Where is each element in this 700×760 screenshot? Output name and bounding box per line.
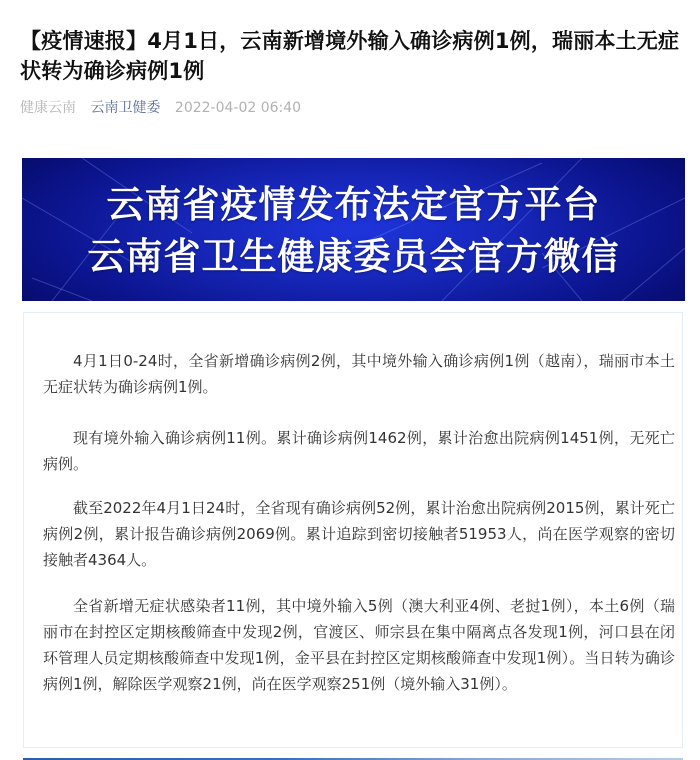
banner-line-2: 云南省卫生健康委员会官方微信	[87, 235, 620, 278]
meta-source: 健康云南	[20, 100, 76, 116]
header-banner-image	[22, 158, 685, 301]
paragraph-cumulative-stats: 截至2022年4月1日24时，全省现有确诊病例52例，累计治愈出院病例2015例，累计死亡病例2例，累计报告确诊病例2069例。累计追踪到密切接触者51953人，尚在医学观察的密切接触者4364人。	[43, 499, 675, 569]
article-meta	[20, 98, 311, 118]
paragraph-imported-cases: 现有境外输入确诊病例11例。累计确诊病例1462例，累计治愈出院病例1451例，无死亡病例。	[43, 429, 675, 473]
publish-time: 2022-04-02 06:40	[174, 100, 302, 116]
paragraph-asymptomatic: 全省新增无症状感染者11例，其中境外输入5例（澳大利亚4例、老挝1例），本土6例（瑞丽市在封控区定期核酸筛查中发现2例，官渡区、师宗县在集中隔离点各发现1例，河口县在闭环管理人员定期核酸筛查中发现1例，金平县在封控区定期核酸筛查中发现1例）。当日转为确诊病例1例，解除医学观察21例，尚在医学观察251例（境外输入31例）。	[43, 597, 675, 693]
account-name-link[interactable]: 云南卫健委	[90, 100, 161, 116]
article-body-box	[23, 312, 683, 748]
banner-line-1: 云南省疫情发布法定官方平台	[106, 183, 601, 226]
article-title: 【疫情速报】4月1日，云南新增境外输入确诊病例1例，瑞丽本土无症状转为确诊病例1例	[20, 29, 680, 83]
paragraph-new-cases: 4月1日0-24时，全省新增确诊病例2例，其中境外输入确诊病例1例（越南），瑞丽市本土无症状转为确诊病例1例。	[43, 352, 675, 396]
